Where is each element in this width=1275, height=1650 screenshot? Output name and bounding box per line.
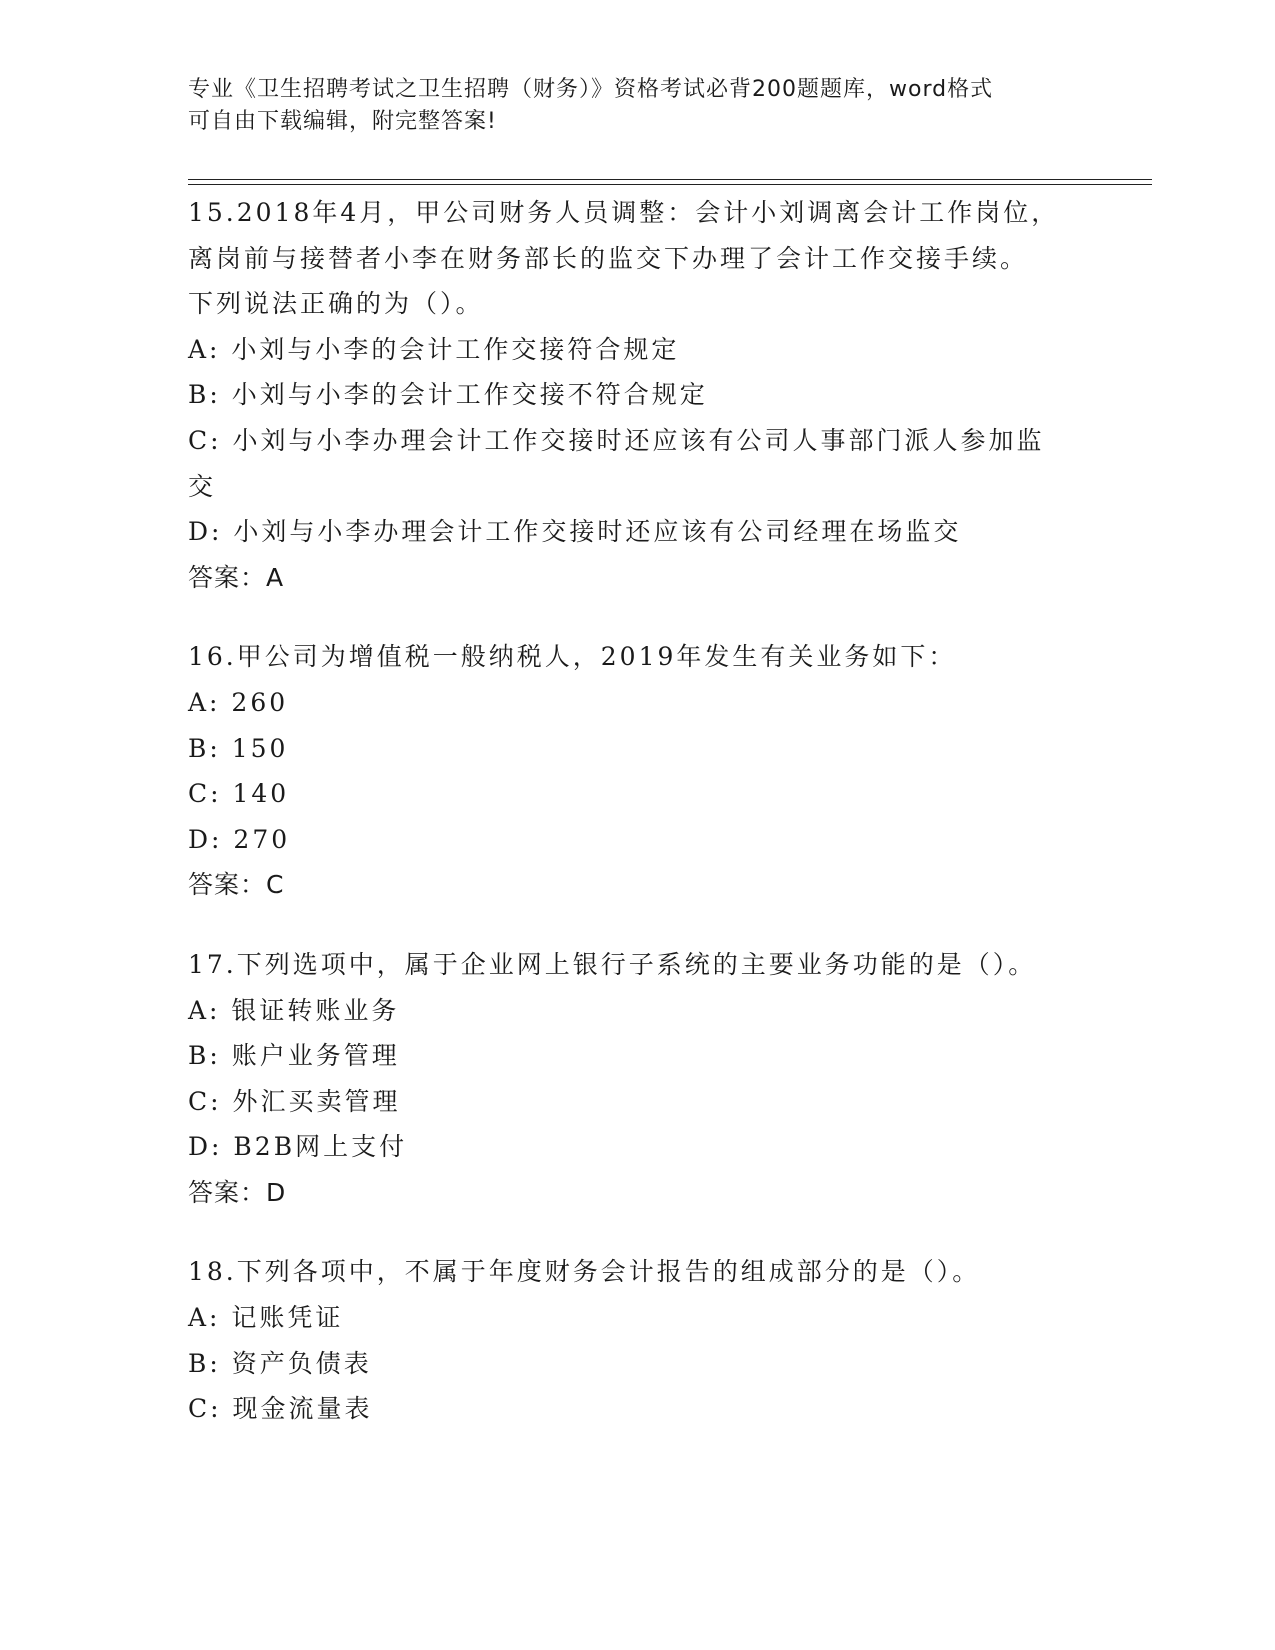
option-a: A: 银证转账业务 (188, 995, 400, 1025)
option-d: D: 小刘与小李办理会计工作交接时还应该有公司经理在场监交 (188, 517, 962, 547)
option-a: A: 小刘与小李的会计工作交接符合规定 (188, 334, 680, 364)
header-rule-bottom (188, 184, 1152, 185)
option-c: C: 140 (188, 779, 290, 809)
option-b: B: 150 (188, 733, 289, 763)
question-15 (188, 190, 1088, 600)
answer-label: 答案：C (188, 870, 285, 900)
option-b: B: 小刘与小李的会计工作交接不符合规定 (188, 380, 708, 410)
option-c-continued: 交 (188, 471, 217, 501)
answer-label: 答案：D (188, 1177, 287, 1207)
option-a: A: 记账凭证 (188, 1303, 344, 1333)
question-stem-line: 15.2018年4月，甲公司财务人员调整：会计小刘调离会计工作岗位， (188, 198, 1060, 227)
answer-label: 答案：A (188, 562, 285, 592)
question-stem-line: 18.下列各项中，不属于年度财务会计报告的组成部分的是（）。 (188, 1257, 981, 1287)
option-c: C: 现金流量表 (188, 1394, 373, 1424)
question-17 (188, 942, 1088, 1216)
header-line-2: 可自由下载编辑，附完整答案! (188, 109, 497, 134)
question-stem-line: 17.下列选项中，属于企业网上银行子系统的主要业务功能的是（）。 (188, 949, 1037, 979)
header-rule-top (188, 179, 1152, 180)
document-header (188, 74, 1088, 138)
question-stem-line: 离岗前与接替者小李在财务部长的监交下办理了会计工作交接手续。 (188, 243, 1029, 273)
question-stem-line: 16.甲公司为增值税一般纳税人，2019年发生有关业务如下： (188, 642, 957, 672)
option-d: D: 270 (188, 824, 291, 854)
option-b: B: 资产负债表 (188, 1348, 372, 1378)
question-16 (188, 634, 1088, 908)
option-b: B: 账户业务管理 (188, 1041, 400, 1071)
option-c: C: 小刘与小李办理会计工作交接时还应该有公司人事部门派人参加监 (188, 425, 1045, 455)
option-a: A: 260 (188, 687, 289, 717)
option-d: D: B2B网上支付 (188, 1132, 408, 1162)
question-stem-line: 下列说法正确的为（）。 (188, 289, 484, 319)
header-line-1: 专业《卫生招聘考试之卫生招聘（财务）》资格考试必背200题题库，word格式 (188, 77, 994, 102)
question-18 (188, 1249, 1088, 1431)
option-c: C: 外汇买卖管理 (188, 1086, 401, 1116)
question-list (188, 190, 1088, 1466)
